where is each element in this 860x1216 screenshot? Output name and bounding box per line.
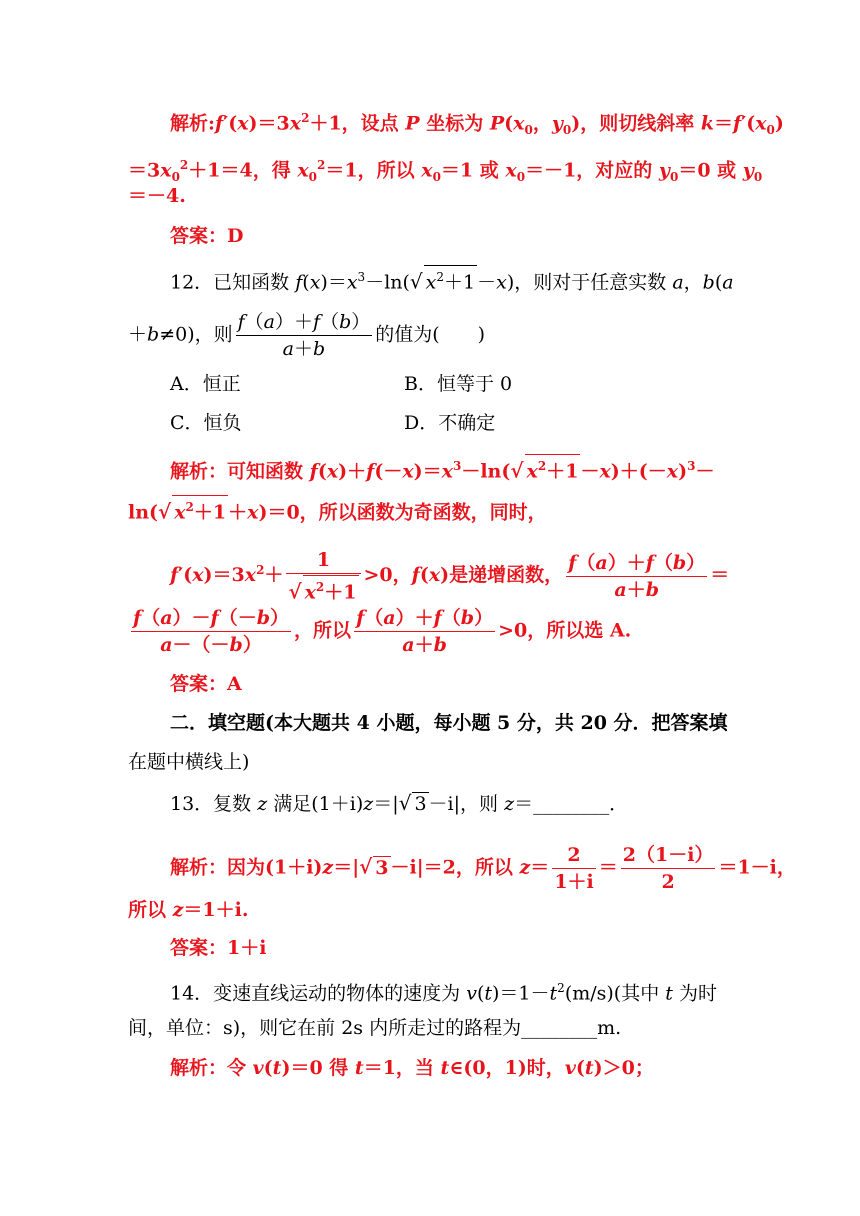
solution-11-line-3: ＝－4. (128, 185, 186, 207)
solution-13-line-2: 所以 z＝1＋i. (128, 899, 249, 921)
option-b: B．恒等于 0 (404, 373, 513, 395)
solution-11-line-1: 解析$:f'(x)=3x^2+1$，设点 P 坐标为 $P(x_0$，$y_0$)，则切线斜率 $k=f'(x_0)$ (170, 111, 784, 138)
solution-14-line-1: 解析：令 v(t)＝0 得 t＝1，当 t∈(0，1)时，v(t)＞0； (170, 1057, 654, 1079)
question-14-line-2: 间，单位：s)，则它在前 2s 内所走过的路程为________m. (128, 1017, 622, 1039)
question-14-line-1: 14．变速直线运动的物体的速度为 $v(t)=1-t^2(m/s)$(其中 t 为时 (170, 981, 717, 1005)
solution-12-line-1: 解析：可知函数 $f(x)+f(-x)=x^3-\ln(√$ $x^2+1 -x)+(-x)^3-$ (170, 452, 714, 485)
question-12-line-2: ＋b≠0)，则 $\frac{f(a)+f(b)}{a+b}$ 的值为( ) (128, 311, 486, 360)
solution-12-line-3: $f'(x)=3x^2+$ $\frac{1}{√ x^2+1}$ >0，f(x)是递增函数， $\frac{f(a)+f(b)}{a+b}$ ＝ (170, 549, 730, 604)
solution-12-line-2: ln(√ $x^2+1 +x)=0$，所以函数为奇函数，同时， (128, 495, 547, 526)
answer-12: 答案：A (170, 673, 242, 695)
solution-12-line-4: $\frac{f(a)-f(-b)}{a-(-b)}$ ，所以 $\frac{f(a)+f(b)}{a+b}$ >0，所以选 A. (133, 607, 632, 656)
question-12-line-1: 12．已知函数 $f(x)=x^3-\ln(√$ $x^2+1 -x$)，则对于任意实数 a，b(a (170, 263, 734, 296)
section-2-line-2: 在题中横线上) (128, 751, 250, 773)
question-13: 13．复数 z 满足(1＋i)z＝|√ 3 －i|，则 z＝________． (170, 791, 629, 815)
answer-13: 答案：1＋i (170, 937, 267, 959)
answer-11: 答案：D (170, 225, 244, 247)
solution-11-line-2: $=3x_0^2+1=4$，得 $x_0^2=1$，所以 $x_0=1$ 或 $x_0=-1$，对应的 $y_0=0$ 或 $y_0$ (128, 158, 763, 185)
option-d: D．不确定 (404, 412, 496, 434)
solution-13-line-1: 解析：因为(1＋i)z＝|√ 3 －i|＝2，所以 z＝ $\frac{2}{1+i}$ ＝ $\frac{2(1-i)}{2}$ ＝1－i， (170, 844, 796, 893)
option-a: A．恒正 (170, 373, 241, 395)
option-c: C．恒负 (170, 412, 242, 434)
section-2-line-1: 二．填空题(本大题共 4 小题，每小题 5 分，共 20 分．把答案填 (170, 712, 728, 734)
